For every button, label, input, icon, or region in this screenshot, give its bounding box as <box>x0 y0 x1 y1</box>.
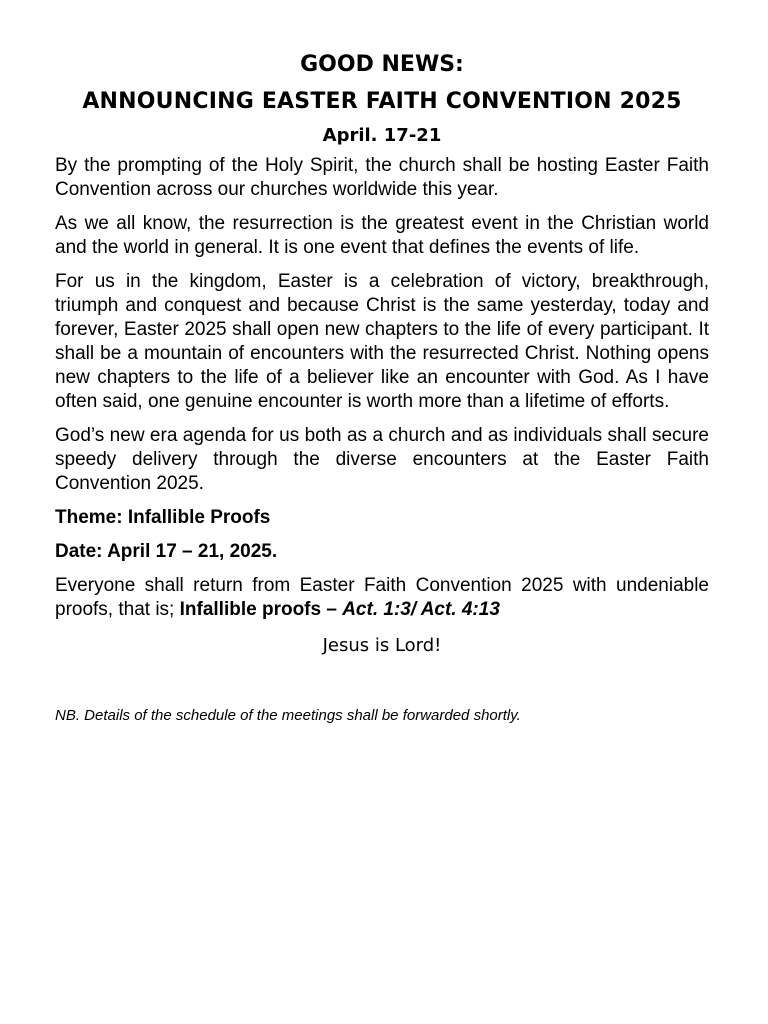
proofs-text: Everyone shall return from Easter Faith Convention 2025 with undeniable proofs, that is; <box>55 575 709 620</box>
closing-line: Jesus is Lord! <box>322 635 442 656</box>
theme-line: Theme: Infallible Proofs <box>55 507 271 528</box>
event-date-heading: April. 17-21 <box>322 125 442 146</box>
proofs-bold: Infallible proofs – <box>179 599 343 620</box>
document-page <box>55 48 709 726</box>
document-subtitle: ANNOUNCING EASTER FAITH CONVENTION 2025 <box>82 89 682 114</box>
paragraph-proofs <box>55 574 709 622</box>
paragraph-resurrection: As we all know, the resurrection is the greatest event in the Christian world and the world in general. It is one event that defines the events of life. <box>55 213 709 258</box>
footnote: NB. Details of the schedule of the meetings shall be forwarded shortly. <box>55 707 521 724</box>
paragraph-intro: By the prompting of the Holy Spirit, the church shall be hosting Easter Faith Convention across our churches worldwide this year. <box>55 155 709 200</box>
scripture-reference: Act. 1:3/ Act. 4:13 <box>342 599 500 620</box>
paragraph-kingdom: For us in the kingdom, Easter is a celebration of victory, breakthrough, triumph and conquest and because Christ is the same yesterday, today and forever, Easter 2025 shall open new chapters to the life of every participant. It shall be a mountain of encounters with the resurrected Christ. Nothing opens new chapters to the life of a believer like an encounter with God. As I have often said, one genuine encounter is worth more than a lifetime of efforts. <box>55 271 709 412</box>
document-title: GOOD NEWS: <box>300 52 464 77</box>
paragraph-agenda: God’s new era agenda for us both as a church and as individuals shall secure speedy delivery through the diverse encounters at the Easter Faith Convention 2025. <box>55 425 709 494</box>
date-line: Date: April 17 – 21, 2025. <box>55 541 278 562</box>
